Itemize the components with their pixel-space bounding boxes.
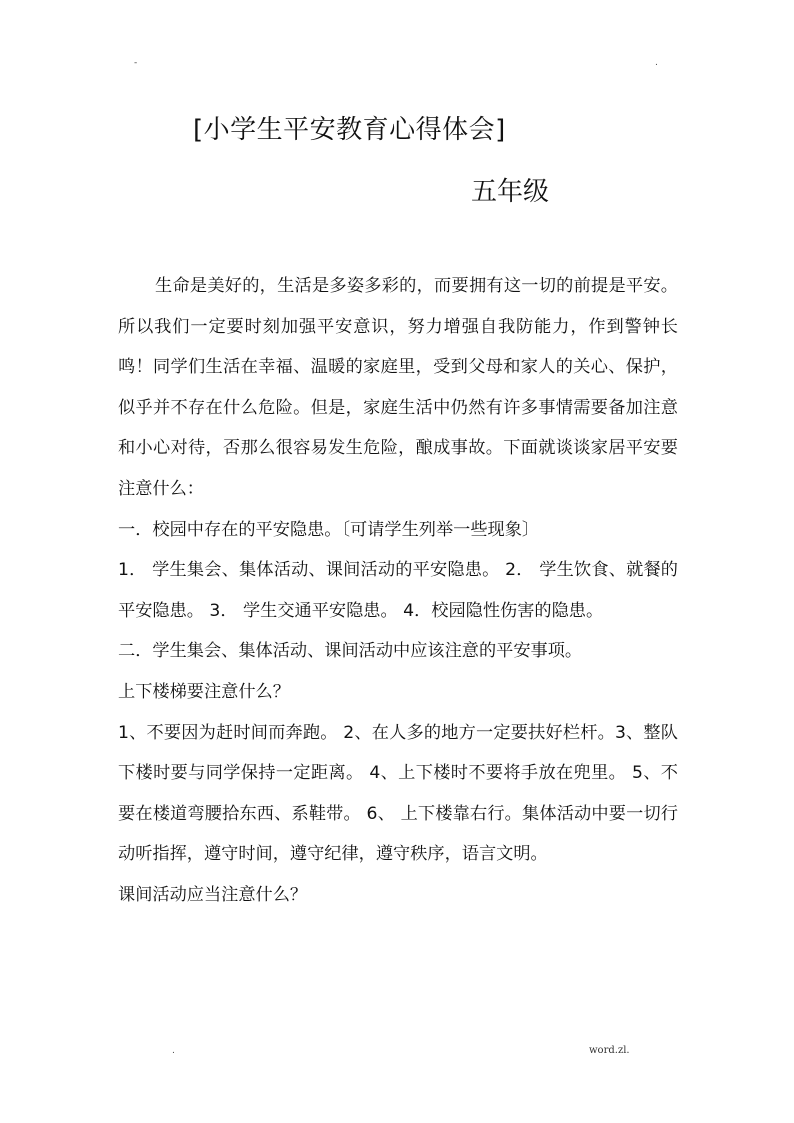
footer-left-mark: . — [172, 1046, 175, 1056]
footer-watermark: word.zl. — [589, 1045, 630, 1056]
document-title: [小学生平安教育心得体会] — [193, 115, 506, 145]
section-two-heading: 二．学生集会、集体活动、课间活动中应该注意的平安事项。 — [118, 641, 583, 662]
recess-question: 课间活动应当注意什么？ — [118, 884, 308, 905]
intro-paragraph: 生命是美好的，生活是多姿多彩的，而要拥有这一切的前提是平安。所以我们一定要时刻加强平安意识，努力增强自我防能力，作到警钟长鸣！同学们生活在幸福、温暖的家庭里，受到父母和家人的关心、保护，似乎并不存在什么危险。但是，家庭生活中仍然有许多事情需要备加注意和小心对待，否那么很容易发生危险，酿成事故。下面就谈谈家居平安要注意什么： — [118, 276, 678, 499]
stairs-question: 上下楼梯要注意什么？ — [118, 681, 290, 702]
section-one-heading: 一．校园中存在的平安隐患。〔可请学生列举一些现象〕 — [118, 519, 540, 540]
document-body — [118, 266, 678, 916]
hazard-list-paragraph: 1． 学生集会、集体活动、课间活动的平安隐患。 2． 学生饮食、就餐的平安隐患。 3． 学生交通平安隐患。 4．校园隐性伤害的隐患。 — [118, 560, 678, 621]
grade-label: 五年级 — [471, 177, 550, 207]
stairs-rules-paragraph: 1、不要因为赶时间而奔跑。 2、在人多的地方一定要扶好栏杆。3、整队下楼时要与同学保持一定距离。 4、上下楼时不要将手放在兜里。 5、不要在楼道弯腰拾东西、系鞋带。 6、 上下楼靠右行。集体活动中要一切行动听指挥，遵守时间，遵守纪律，遵守秩序，语言文明。 — [118, 722, 678, 865]
header-left-mark: - — [134, 58, 138, 68]
header-right-mark: . — [655, 58, 658, 68]
